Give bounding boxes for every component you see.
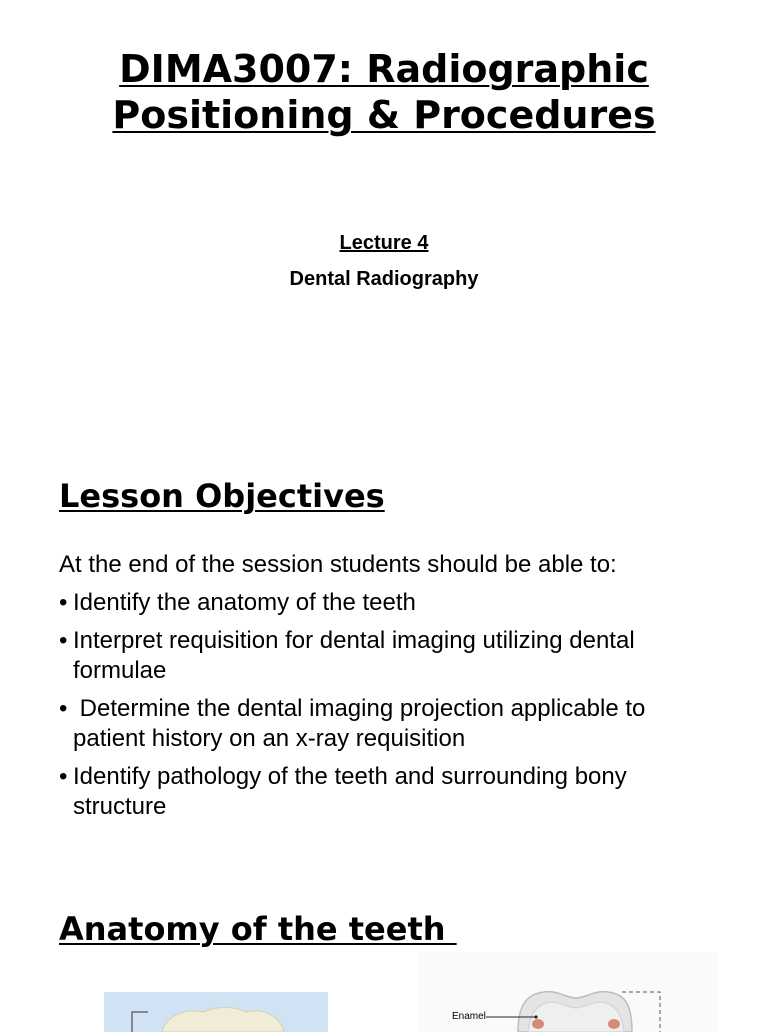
anatomy-heading: Anatomy of the teeth xyxy=(59,910,457,948)
objective-item: • Identify the anatomy of the teeth xyxy=(59,588,719,618)
objectives-intro: At the end of the session students should be able to: xyxy=(59,551,617,578)
enamel-label: Enamel xyxy=(452,1011,486,1022)
objective-item: • Interpret requisition for dental imaging utilizing dental formulae xyxy=(59,626,719,686)
objectives-list xyxy=(59,588,719,830)
tooth-illustration-left xyxy=(104,992,328,1032)
tooth-diagram-left xyxy=(104,992,328,1032)
tooth-diagram-right xyxy=(418,952,718,1032)
objectives-heading: Lesson Objectives xyxy=(59,477,385,515)
title-line-1: DIMA3007: Radiographic xyxy=(119,47,649,91)
lecture-topic: Dental Radiography xyxy=(289,268,479,290)
objective-item: • Identify pathology of the teeth and surrounding bony structure xyxy=(59,762,719,822)
lecture-number: Lecture 4 xyxy=(339,232,429,254)
objective-item: • Determine the dental imaging projection applicable to patient history on an x-ray requisition xyxy=(59,694,719,754)
document-title xyxy=(0,46,768,138)
title-line-2: Positioning & Procedures xyxy=(112,93,656,137)
